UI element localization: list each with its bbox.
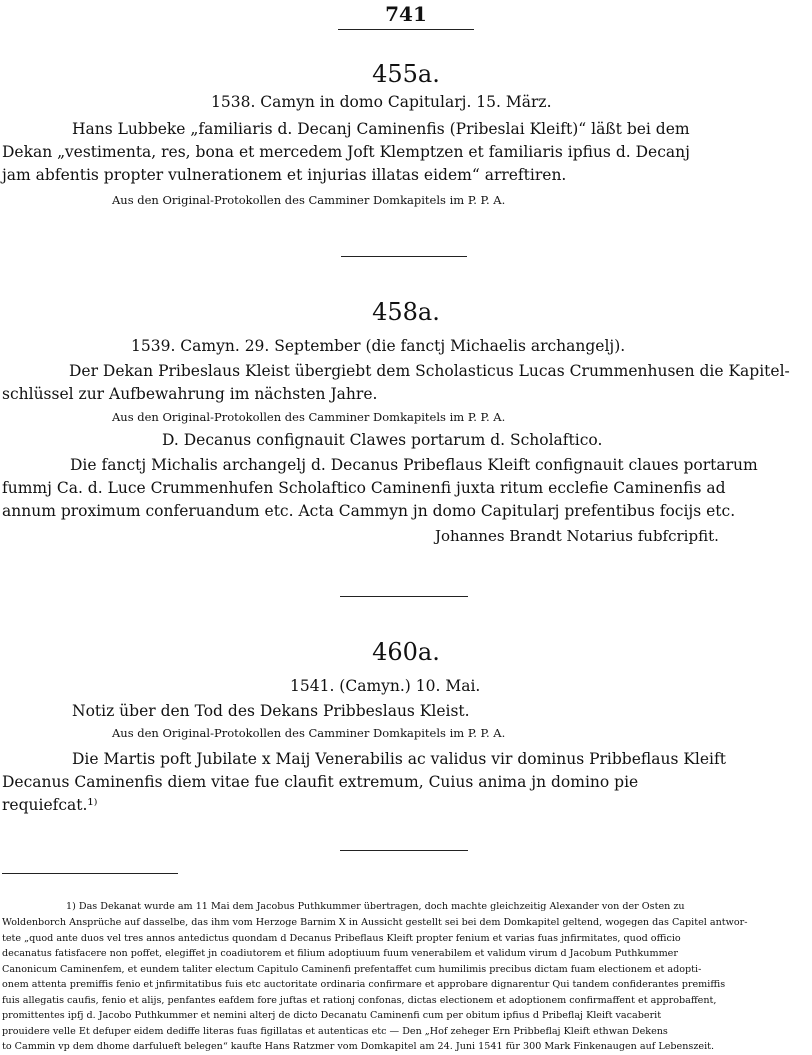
entry-text-line: Notiz über den Tod des Dekans Pribbeslaus Kleist. <box>72 702 470 720</box>
entry-number-455a: 455a. <box>372 60 440 88</box>
latin-text-line: Decanus Caminenfis diem vitae fue claufit extremum, Cuius anima jn domino pie <box>2 773 639 791</box>
entry-text-line: Dekan „vestimenta, res, bona et mercedem Joft Klemptzen et familiaris ipfius d. Decanj <box>2 143 690 161</box>
latin-text-line: requiefcat.¹⁾ <box>2 796 98 814</box>
section-divider <box>341 256 467 257</box>
footnote-line: promittentes ipfj d. Jacobo Puthkummer et nemini alterj de dicto Decanatu Caminenfi cum per obitum ipfius d Pribeflaj Kleift vacaberit <box>2 1010 662 1021</box>
footnote-line: to Cammin vp dem dhome darfulueft belegen“ kaufte Hans Ratzmer vom Domkapitel am 24. Juni 1541 für 300 Mark Finkenaugen auf Lebenszeit. <box>2 1041 715 1052</box>
source-note: Aus den Original-Protokollen des Camminer Domkapitels im P. P. A. <box>112 410 506 424</box>
latin-text-line: annum proximum conferuandum etc. Acta Cammyn jn domo Capitularj prefentibus focijs etc. <box>2 502 736 520</box>
header-rule <box>338 29 474 30</box>
entry-heading-460a: 1541. (Camyn.) 10. Mai. <box>290 677 481 695</box>
footnote-line: 1) Das Dekanat wurde am 11 Mai dem Jacobus Puthkummer übertragen, doch machte gleichzeitig Alexander von der Osten zu <box>66 901 685 912</box>
footnote-line: Woldenborch Ansprüche auf dasselbe, das ihm vom Herzoge Barnim X in Aussicht gestellt sei bei dem Domkapitel geltend, wogegen das Capitel antwor- <box>2 917 748 928</box>
entry-text-line: Der Dekan Pribeslaus Kleist übergiebt dem Scholasticus Lucas Crummenhusen die Kapitel- <box>69 362 790 380</box>
footnote-line: Canonicum Caminenfem, et eundem taliter electum Capitulo Caminenfi prefentaffet cum humilimis precibus dictam fuam electionem et adopti- <box>2 964 702 975</box>
source-note: Aus den Original-Protokollen des Camminer Domkapitels im P. P. A. <box>112 726 506 740</box>
section-divider <box>340 596 468 597</box>
latin-subheading: D. Decanus confignauit Clawes portarum d. Scholaftico. <box>162 431 603 449</box>
footnote-line: tete „quod ante duos vel tres annos antedictus quondam d Decanus Pribeflaus Kleift propter fenium et varias fuas jnfirmitates, quod officio <box>2 933 681 944</box>
footnote-line: prouidere velle Et defuper eidem dediffe literas fuas figillatas et autenticas etc — Den „Hof zeheger Ern Pribbeflaj Kleift ethwan Dekens <box>2 1026 668 1037</box>
section-divider <box>340 850 468 851</box>
footnote-line: fuis allegatis caufis, fenio et alijs, penfantes eafdem fore juftas et rationj confonas, dictas electionem et adoptionem confirmaffent et approbaffent, <box>2 995 717 1006</box>
page-number: 741 <box>385 2 427 26</box>
latin-text-line: Die Martis poft Jubilate x Maij Venerabilis ac validus vir dominus Pribbeflaus Kleift <box>72 750 726 768</box>
entry-heading-455a: 1538. Camyn in domo Capitularj. 15. März. <box>211 93 552 111</box>
latin-text-line: Die fanctj Michalis archangelj d. Decanus Pribeflaus Kleift confignauit claues portarum <box>70 456 758 474</box>
footnote-line: decanatus fatisfacere non poffet, elegiffet jn coadiutorem et filium adoptiuum fuum venerabilem et validum virum d Jacobum Puthkummer <box>2 948 678 959</box>
entry-number-458a: 458a. <box>372 298 440 326</box>
notary-signature: Johannes Brandt Notarius fubfcripfit. <box>435 527 719 545</box>
entry-number-460a: 460a. <box>372 638 440 666</box>
footnote-line: onem attenta premiffis fenio et jnfirmitatibus fuis etc auctoritate ordinaria confirmare et approbare dignarentur Qui tandem confiderantes premiffis <box>2 979 726 990</box>
source-note: Aus den Original-Protokollen des Camminer Domkapitels im P. P. A. <box>112 193 506 207</box>
footnote-rule <box>2 873 178 874</box>
entry-text-line: jam abfentis propter vulnerationem et injurias illatas eidem“ arreftiren. <box>2 166 567 184</box>
entry-text-line: schlüssel zur Aufbewahrung im nächsten Jahre. <box>2 385 378 403</box>
entry-heading-458a: 1539. Camyn. 29. September (die fanctj Michaelis archangelj). <box>131 337 626 355</box>
entry-text-line: Hans Lubbeke „familiaris d. Decanj Caminenfis (Pribeslai Kleift)“ läßt bei dem <box>72 120 690 138</box>
latin-text-line: fummj Ca. d. Luce Crummenhufen Scholaftico Caminenfi juxta ritum ecclefie Caminenfis ad <box>2 479 726 497</box>
